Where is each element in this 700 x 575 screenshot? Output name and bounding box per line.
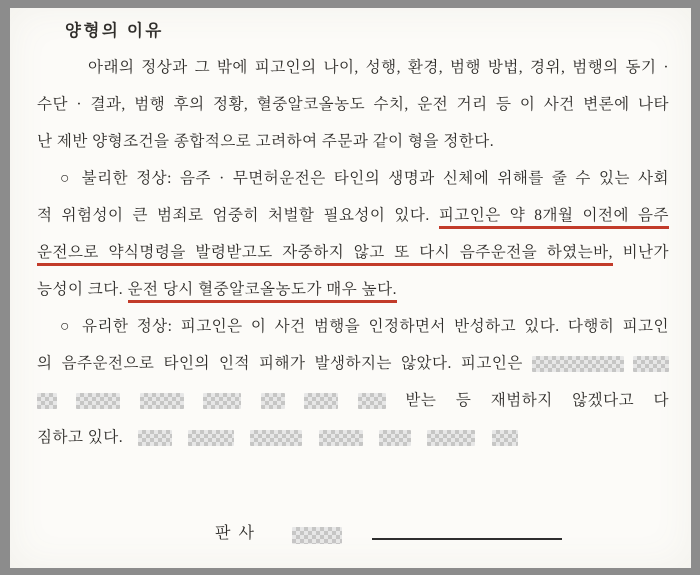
redacted-text-block	[261, 393, 285, 409]
document-content	[10, 8, 691, 546]
redacted-text-block	[188, 430, 234, 446]
text-segment: 능성이 크다.	[37, 281, 128, 298]
redacted-text-block	[76, 393, 120, 409]
redacted-judge-name	[292, 527, 342, 544]
text-segment: ○ 유리한 정상: 피고인은 이 사건 범행을 인정하면서 반성하고 있다. 다행히 피고인	[60, 318, 669, 335]
redacted-text-block	[492, 430, 518, 446]
text-line	[37, 234, 669, 271]
paragraph-favorable-circumstances	[37, 308, 669, 456]
redacted-text-block	[532, 356, 624, 372]
redacted-text-block	[304, 393, 338, 409]
text-segment: 의 음주운전으로 타인의 인적 피해가 발생하지는 않았다. 피고인은	[37, 355, 523, 372]
text-segment: ○ 불리한 정상: 음주 · 무면허운전은 타인의 생명과 신체에 위해를 줄 수 있는 사회	[60, 170, 669, 187]
redacted-text-block	[358, 393, 386, 409]
signature-line	[372, 538, 562, 540]
text-line	[37, 123, 669, 160]
text-segment: 비난가	[613, 244, 669, 261]
text-line	[37, 271, 669, 308]
text-line	[37, 419, 669, 456]
redacted-text-block	[319, 430, 363, 446]
redacted-text-block	[379, 430, 411, 446]
signature-row	[215, 520, 669, 546]
text-line	[37, 197, 669, 234]
text-line	[37, 308, 669, 345]
red-underlined-text: 운전으로 약식명령을 발령받고도 자중하지 않고 또 다시 음주운전을 하였는바,	[37, 244, 613, 266]
text-segment: 적 위험성이 큰 범죄로 엄중히 처벌할 필요성이 있다.	[37, 207, 439, 224]
redacted-text-block	[633, 356, 669, 372]
redacted-text-block	[140, 393, 184, 409]
text-line	[37, 382, 669, 419]
paragraph-unfavorable-circumstances	[37, 160, 669, 308]
text-segment: 아래의 정상과 그 밖에 피고인의 나이, 성행, 환경, 범행 방법, 경위, 범행의 동기 ·	[88, 59, 669, 76]
red-underlined-text: 운전 당시 혈중알코올농도가 매우 높다.	[128, 281, 397, 303]
text-segment: 받는 등 재범하지 않겠다고 다	[405, 392, 669, 409]
redacted-text-block	[250, 430, 302, 446]
document-page	[10, 8, 691, 568]
text-segment: 난 제반 양형조건을 종합적으로 고려하여 주문과 같이 형을 정한다.	[37, 133, 495, 150]
paragraph-sentencing-basis	[37, 49, 669, 160]
text-line	[37, 49, 669, 86]
redacted-text-block	[427, 430, 475, 446]
text-line	[37, 160, 669, 197]
text-segment: 짐하고 있다.	[37, 429, 124, 446]
text-line	[37, 86, 669, 123]
redacted-text-block	[138, 430, 172, 446]
document-title: 양형의 이유	[65, 21, 164, 40]
judge-label: 판사	[215, 525, 262, 542]
redacted-text-block	[37, 393, 57, 409]
redacted-text-block	[203, 393, 241, 409]
text-segment: 수단 · 결과, 범행 후의 정황, 혈중알코올농도 수치, 운전 거리 등 이 사건 변론에 나타	[37, 96, 669, 113]
red-underlined-text: 피고인은 약 8개월 이전에 음주	[439, 207, 669, 229]
text-line	[37, 345, 669, 382]
